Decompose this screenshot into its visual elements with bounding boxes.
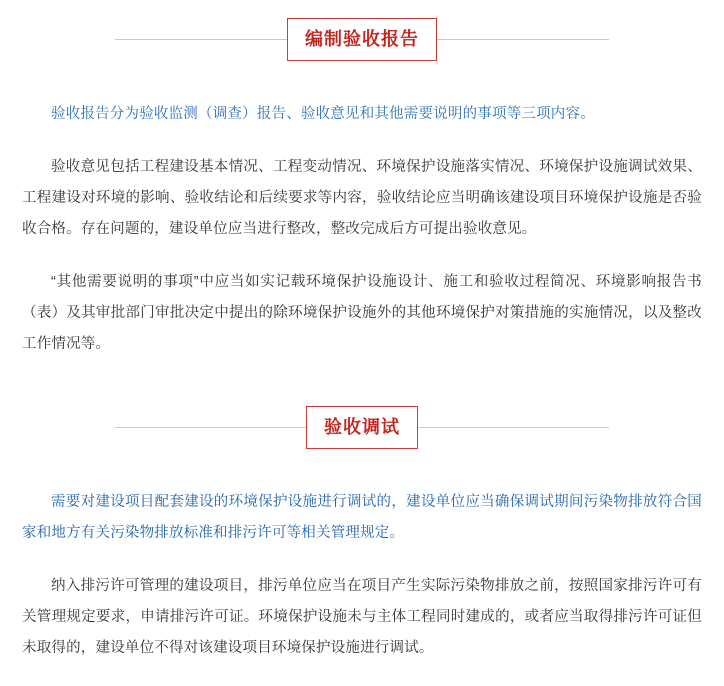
paragraph-gap [22, 245, 702, 267]
heading-rule-right [437, 39, 609, 40]
section-title-1: 编制验收报告 [287, 18, 437, 61]
heading-rule-left [115, 427, 306, 428]
paragraph: 验收报告分为验收监测（调查）报告、验收意见和其他需要说明的事项等三项内容。 [51, 106, 595, 122]
heading-rule-right [418, 427, 609, 428]
heading-rule-left [115, 39, 287, 40]
section-heading-2 [0, 406, 724, 449]
paragraph: “其他需要说明的事项”中应当如实记载环境保护设施设计、施工和验收过程简况、环境影响报告书（表）及其审批部门审批决定中提出的除环境保护设施外的其他环境保护对策措施的实施情况，以及整改工作情况等。 [22, 274, 702, 352]
section-body-1 [0, 99, 724, 360]
section-gap [0, 360, 724, 406]
section-title-2: 验收调试 [306, 406, 418, 449]
spacer-after-heading-1 [0, 61, 724, 99]
bottom-spacer [0, 664, 724, 682]
section-body-2 [0, 487, 724, 664]
spacer-after-heading-2 [0, 449, 724, 487]
paragraph-gap [22, 130, 702, 152]
section-heading-1 [0, 18, 724, 61]
paragraph: 纳入排污许可管理的建设项目，排污单位应当在项目产生实际污染物排放之前，按照国家排污许可有关管理规定要求，申请排污许可证。环境保护设施未与主体工程同时建成的，或者应当取得排污许可证但未取得的，建设单位不得对该建设项目环境保护设施进行调试。 [22, 578, 702, 656]
paragraph: 需要对建设项目配套建设的环境保护设施进行调试的，建设单位应当确保调试期间污染物排放符合国家和地方有关污染物排放标准和排污许可等相关管理规定。 [22, 494, 702, 541]
paragraph-gap [22, 549, 702, 571]
top-spacer [0, 0, 724, 18]
paragraph: 验收意见包括工程建设基本情况、工程变动情况、环境保护设施落实情况、环境保护设施调试效果、工程建设对环境的影响、验收结论和后续要求等内容，验收结论应当明确该建设项目环境保护设施是否验收合格。存在问题的，建设单位应当进行整改，整改完成后方可提出验收意见。 [22, 159, 702, 237]
